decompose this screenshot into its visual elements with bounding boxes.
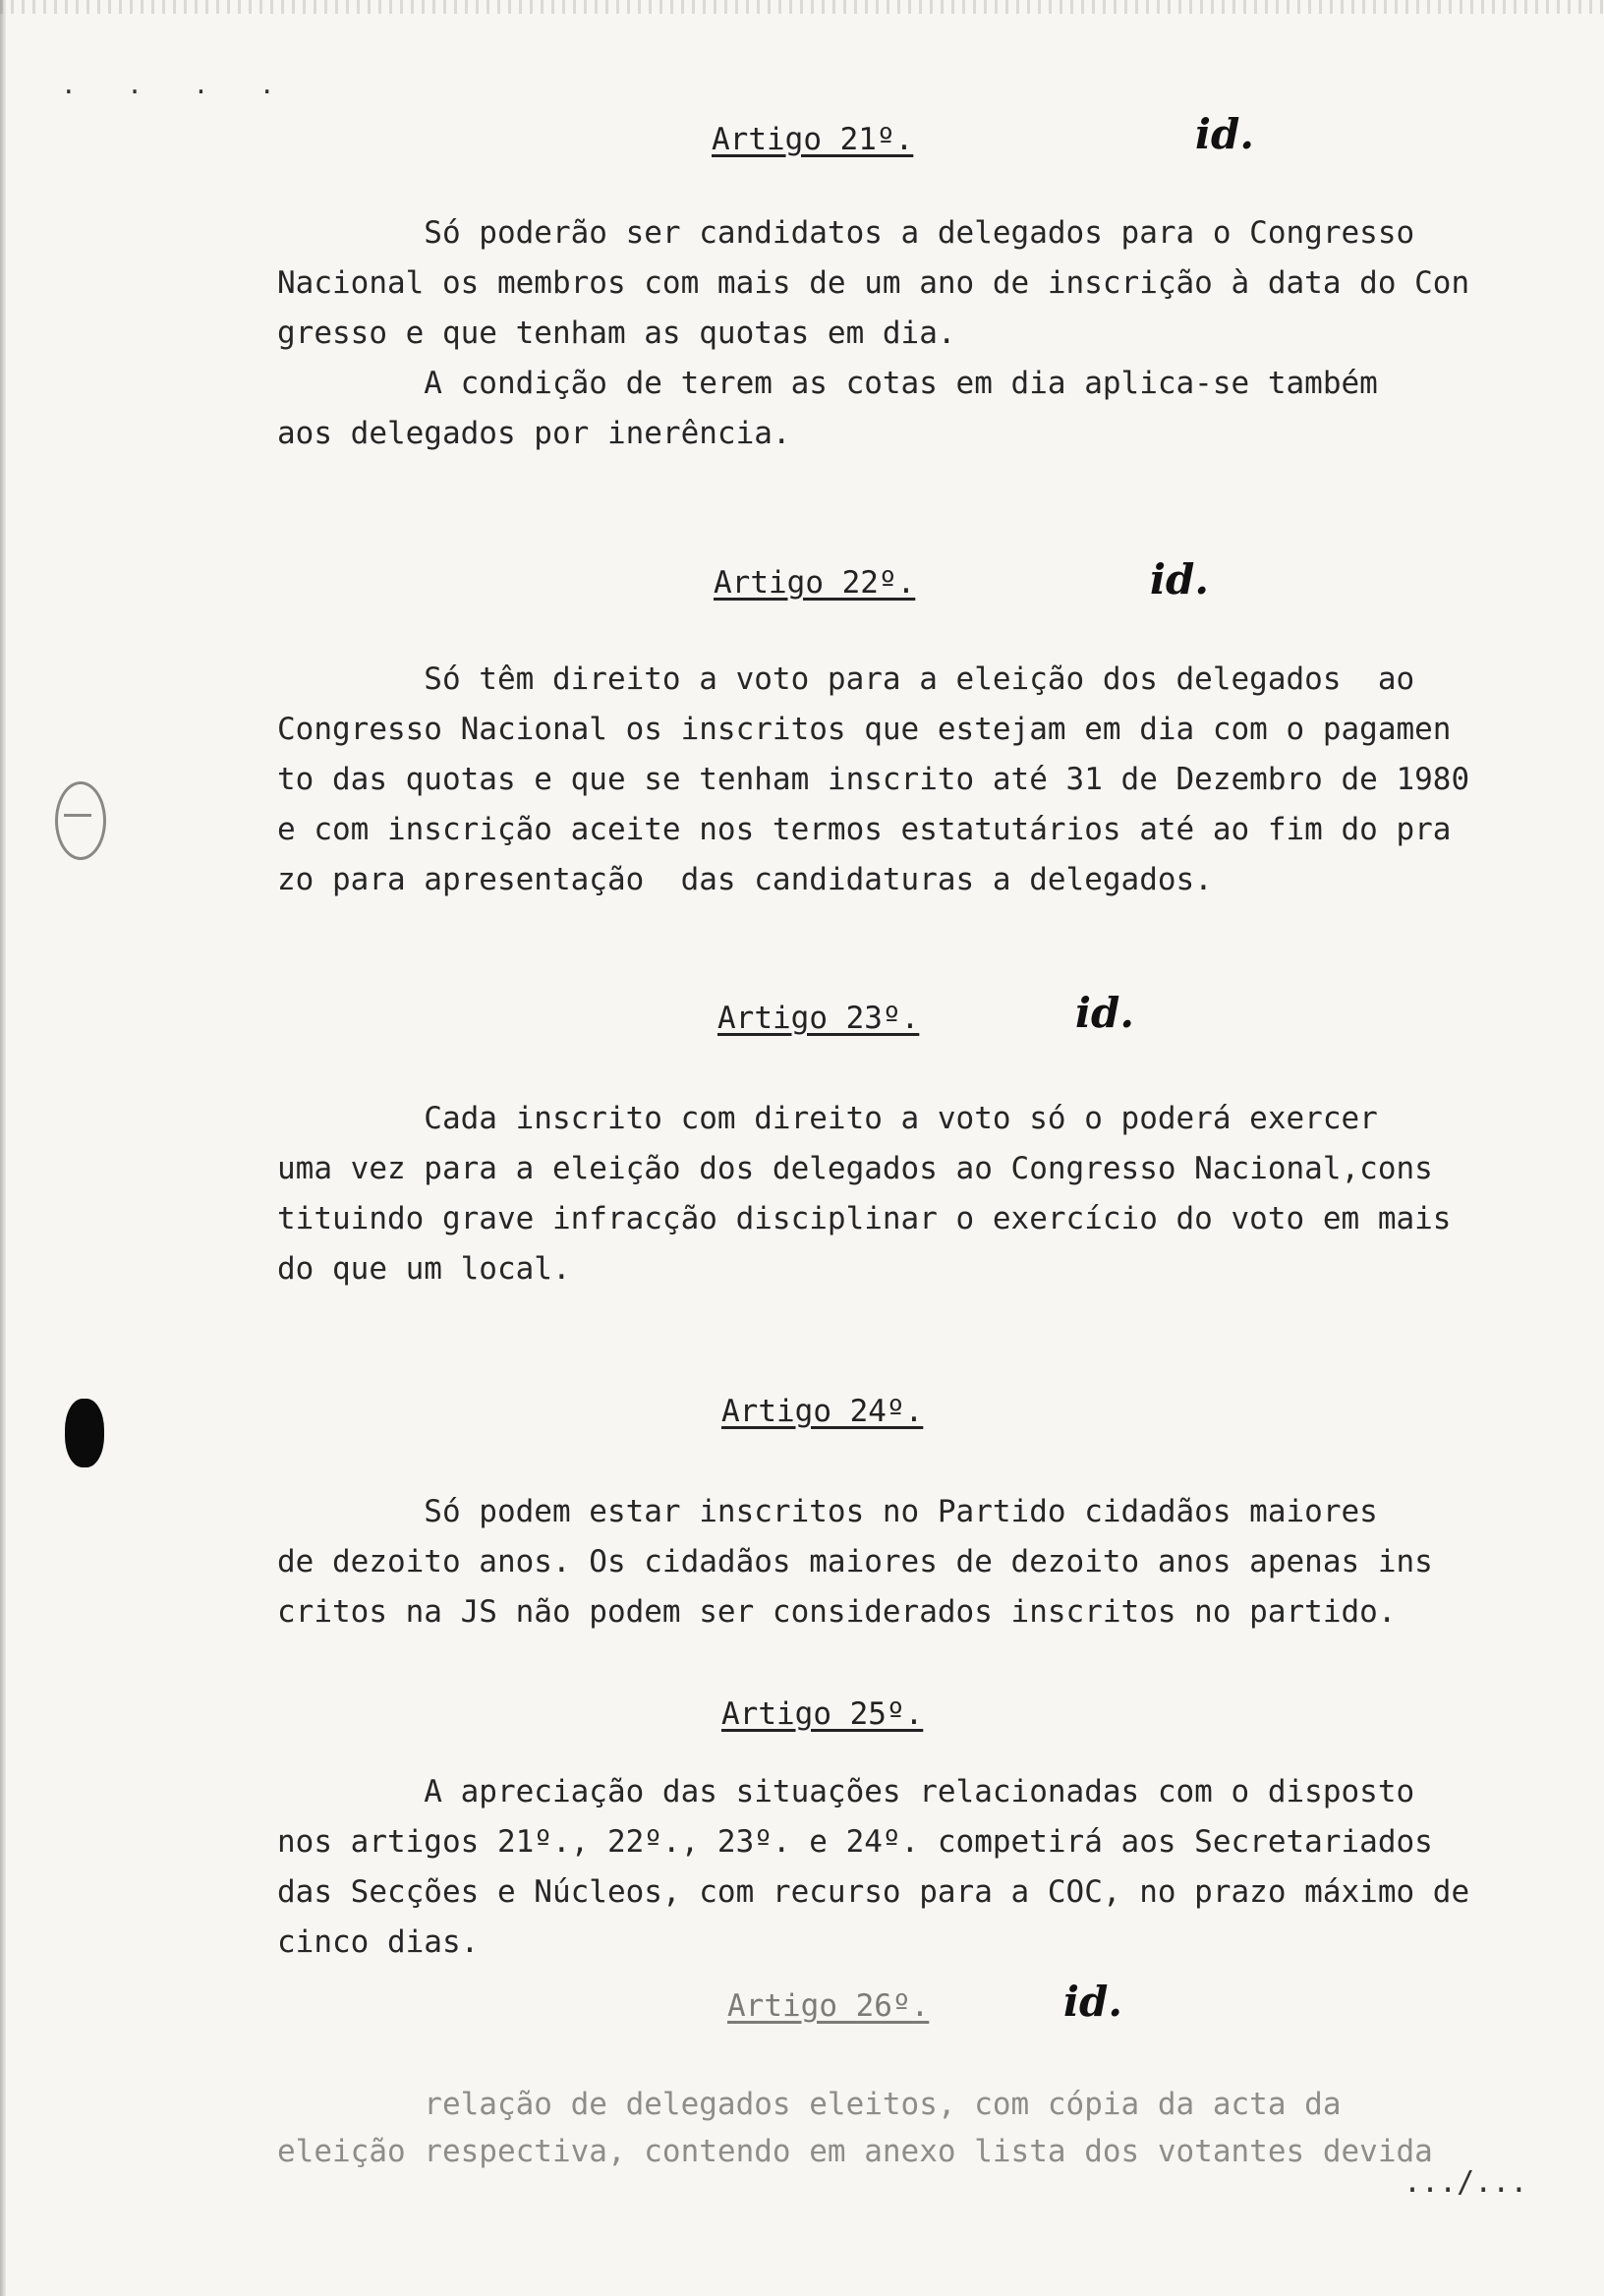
scan-dots: . . . . (61, 71, 293, 100)
article-23-approval-mark: id. (1075, 989, 1134, 1037)
article-21-approval-mark: id. (1195, 110, 1254, 158)
continuation-mark: .../... (1404, 2165, 1528, 2200)
article-26-line-1: relação de delegados eleitos, com cópia da acta da (277, 2087, 1342, 2122)
article-23-line-3: tituindo grave infracção disciplinar o exercício do voto em mais (277, 1201, 1452, 1236)
article-23-heading: Artigo 23º. (717, 1001, 920, 1036)
article-25-line-3: das Secções e Núcleos, com recurso para a COC, no prazo máximo de (277, 1874, 1470, 1910)
article-25-line-2: nos artigos 21º., 22º., 23º. e 24º. competirá aos Secretariados (277, 1824, 1433, 1860)
article-26-heading: Artigo 26º. (727, 1988, 930, 2024)
article-26-line-2: eleição respectiva, contendo em anexo lista dos votantes devida (277, 2134, 1433, 2169)
article-22-heading: Artigo 22º. (714, 565, 916, 601)
article-26-approval-mark: id. (1063, 1978, 1122, 2026)
article-22-line-5: zo para apresentação das candidaturas a delegados. (277, 862, 1213, 897)
article-22-line-4: e com inscrição aceite nos termos estatutários até ao fim do pra (277, 812, 1452, 847)
article-22-line-2: Congresso Nacional os inscritos que estejam em dia com o pagamen (277, 712, 1452, 747)
scan-edge-noise (0, 0, 1604, 14)
article-21-line-4: A condição de terem as cotas em dia aplica-se também (277, 366, 1378, 401)
article-24-heading: Artigo 24º. (721, 1394, 924, 1429)
article-24-line-3: critos na JS não podem ser considerados inscritos no partido. (277, 1594, 1397, 1630)
article-21-line-5: aos delegados por inerência. (277, 416, 791, 451)
article-22-line-3: to das quotas e que se tenham inscrito até 31 de Dezembro de 1980 (277, 762, 1470, 797)
article-25-line-4: cinco dias. (277, 1924, 480, 1960)
article-22-approval-mark: id. (1150, 555, 1209, 603)
article-24-line-2: de dezoito anos. Os cidadãos maiores de dezoito anos apenas ins (277, 1544, 1433, 1579)
article-23-line-4: do que um local. (277, 1251, 571, 1287)
article-23-line-2: uma vez para a eleição dos delegados ao Congresso Nacional,cons (277, 1151, 1433, 1186)
article-25-line-1: A apreciação das situações relacionadas com o disposto (277, 1774, 1415, 1809)
article-21-line-2: Nacional os membros com mais de um ano de inscrição à data do Con (277, 265, 1470, 301)
article-21-heading: Artigo 21º. (712, 122, 914, 157)
article-24-line-1: Só podem estar inscritos no Partido cidadãos maiores (277, 1494, 1378, 1529)
article-21-line-3: gresso e que tenham as quotas em dia. (277, 316, 956, 351)
article-22-line-1: Só têm direito a voto para a eleição dos delegados ao (277, 661, 1415, 697)
punch-hole (65, 1399, 104, 1467)
article-21-line-1: Só poderão ser candidatos a delegados para o Congresso (277, 215, 1415, 251)
scan-left-edge (0, 0, 6, 2296)
punch-hole-outline (55, 781, 106, 860)
article-23-line-1: Cada inscrito com direito a voto só o poderá exercer (277, 1101, 1378, 1136)
article-25-heading: Artigo 25º. (721, 1696, 924, 1732)
